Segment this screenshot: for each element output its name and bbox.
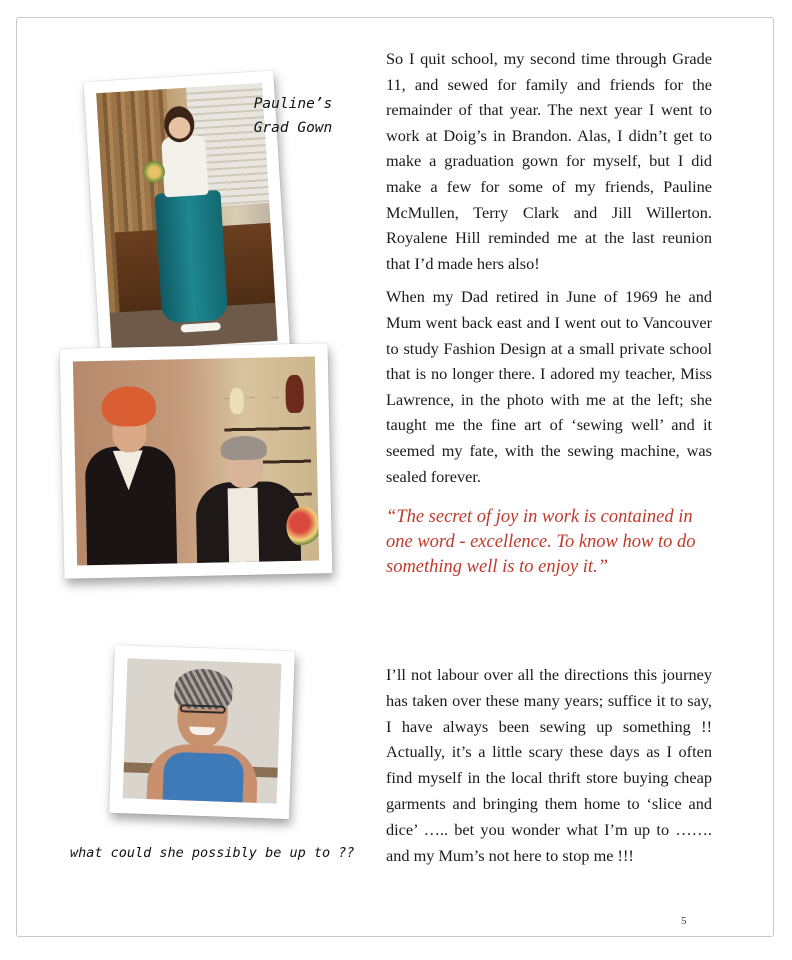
roses	[286, 506, 319, 547]
teacher-photo-image	[73, 356, 319, 565]
red-hat	[101, 386, 156, 427]
gown-skirt	[154, 190, 228, 324]
article-body	[386, 46, 712, 580]
paragraph-3: I’ll not labour over all the directions this journey has taken over these many years; suffice it to say, I have always been sewing up something !! Actually, it’s a little scary these days as I often find myself in the local thrift store buying cheap garments and bringing them home to ‘slice and dice’ ….. bet you wonder what I’m up to ……. and my Mum’s not here to stop me !!!	[386, 665, 712, 865]
teacher-hair	[220, 436, 266, 461]
paragraph-1: So I quit school, my second time through Grade 11, and sewed for family and friends for the remainder of that year. The next year I went to work at Doig’s in Brandon. Alas, I didn’t get to make a graduation gown for myself, but I did make a few for some of my friends, Pauline McMullen, Terry Clark and Jill Willerton. Royalene Hill reminded me at the last reunion that I’d made hers also!	[386, 49, 712, 273]
grad-gown-caption	[238, 92, 348, 140]
teacher-shirt	[228, 488, 260, 563]
paragraph-2: When my Dad retired in June of 1969 he and Mum went back east and I went out to Vancouver to study Fashion Design at a small private school that is no longer there. I adored my teacher, Miss Lawrence, in the photo with me at the left; she taught me the fine art of ‘sewing well’ and it seemed my fate, with the sewing machine, was sealed forever.	[386, 287, 712, 486]
vase	[285, 375, 304, 413]
portrait-photo	[109, 645, 295, 819]
grad-gown-caption-line1: Pauline’s	[253, 96, 333, 112]
blue-top	[163, 752, 245, 803]
portrait-caption: what could she possibly be up to ??	[70, 845, 355, 861]
gown-blouse	[161, 135, 209, 198]
glasses	[180, 704, 226, 714]
teacher-photo	[60, 343, 333, 579]
page-number: 5	[681, 915, 687, 927]
vase-small	[229, 388, 244, 414]
pull-quote: “The secret of joy in work is contained in one word - excellence. To know how to do something well is to enjoy it.”	[386, 507, 696, 578]
portrait-photo-image	[123, 658, 282, 803]
grad-gown-caption-line2: Grad Gown	[253, 120, 333, 136]
smile	[189, 727, 215, 736]
